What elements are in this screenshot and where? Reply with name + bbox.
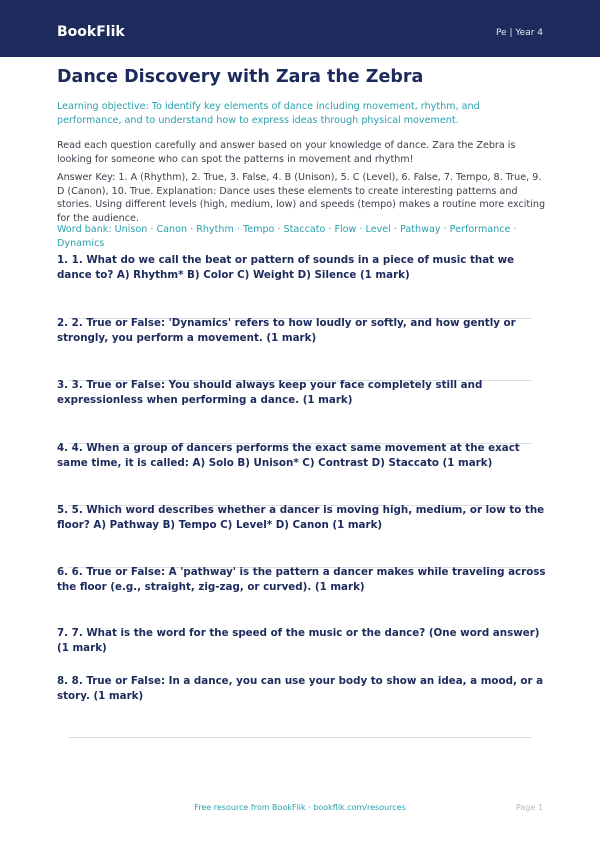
question-6: 6. 6. True or False: A 'pathway' is the pattern a dancer makes while traveling across the floor (e.g., straight, zig-zag, or curved). (1 mark) — [57, 566, 546, 593]
question-3: 3. 3. True or False: You should always keep your face completely still and expressionless when performing a dance. (1 mark) — [57, 379, 483, 406]
question-8: 8. 8. True or False: In a dance, you can use your body to show an idea, a mood, or a story. (1 mark) — [57, 675, 544, 702]
worksheet-title: Dance Discovery with Zara the Zebra — [57, 67, 424, 87]
word-bank: Word bank: Unison · Canon · Rhythm · Tempo · Staccato · Flow · Level · Pathway · Performance · Dynamics — [57, 224, 517, 249]
page-number: Page 1 — [516, 803, 543, 812]
brand-logo[interactable]: BookFlik — [57, 24, 125, 40]
answer-key: Answer Key: 1. A (Rhythm), 2. True, 3. False, 4. B (Unison), 5. C (Level), 6. False, 7. Tempo, 8. True, 9. D (Canon), 10. True. Explanation: Dance uses these elements to create interesting patterns and stories. Using different levels (high, medium, low) and speeds (tempo) makes a routine more exciting for the audience. — [57, 172, 546, 224]
question-2: 2. 2. True or False: 'Dynamics' refers to how loudly or softly, and how gently or strongly, you perform a movement. (1 mark) — [57, 317, 516, 344]
instructions: Read each question carefully and answer based on your knowledge of dance. Zara the Zebra is looking for someone who can spot the patterns in movement and rhythm! — [57, 140, 516, 165]
footer-resource-link[interactable]: Free resource from BookFlik · bookflik.com/resources — [194, 803, 406, 812]
question-1: 1. 1. What do we call the beat or pattern of sounds in a piece of music that we dance to? A) Rhythm* B) Color C) Weight D) Silence (1 mark) — [57, 254, 515, 281]
page-header — [0, 0, 600, 57]
answer-line — [68, 737, 532, 738]
question-5: 5. 5. Which word describes whether a dancer is moving high, medium, or low to the floor? A) Pathway B) Tempo C) Level* D) Canon (1 mark) — [57, 504, 545, 531]
subject-year-label: Pe | Year 4 — [495, 28, 543, 38]
question-4: 4. 4. When a group of dancers performs the exact same movement at the exact same time, it is called: A) Solo B) Unison* C) Contrast D) Staccato (1 mark) — [57, 442, 520, 469]
question-7: 7. 7. What is the word for the speed of the music or the dance? (One word answer) (1 mark) — [57, 627, 540, 654]
learning-objective: Learning objective: To identify key elements of dance including movement, rhythm, and performance, and to understand how to express ideas through physical movement. — [57, 101, 480, 126]
